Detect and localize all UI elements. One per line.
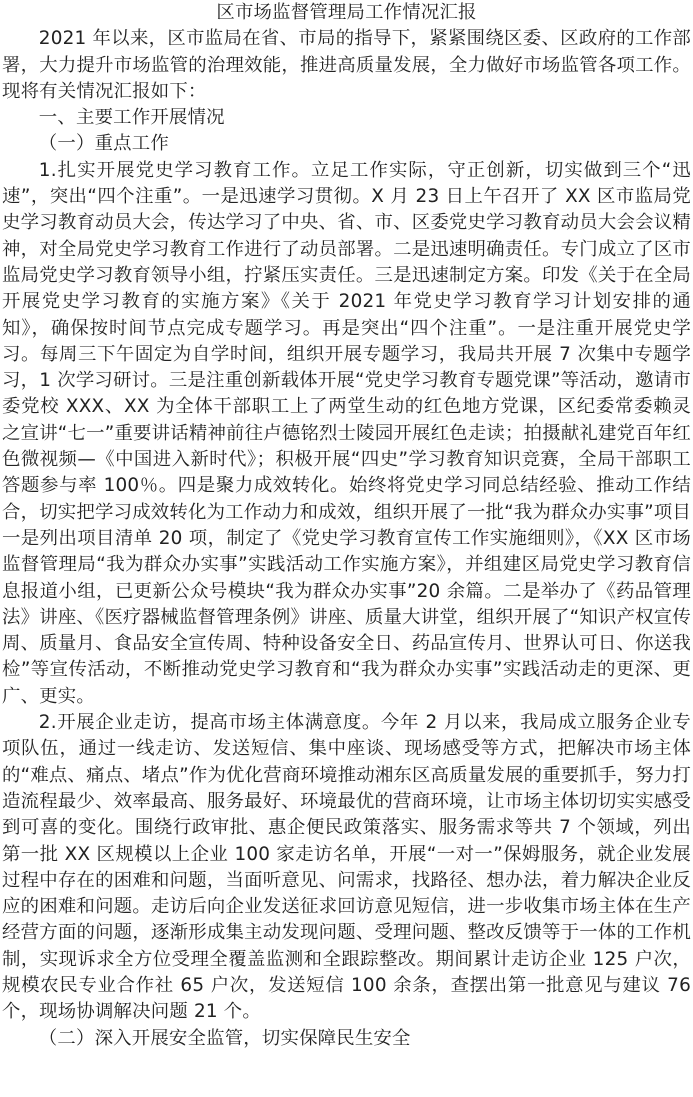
document-title: 区市场监督管理局工作情况汇报 bbox=[216, 2, 477, 23]
section-heading-main-work: 一、主要工作开展情况 bbox=[38, 107, 225, 129]
subsection-heading-safety-supervision: （二）深入开展安全监管，切实保障民生安全 bbox=[38, 1027, 411, 1049]
intro-paragraph: 2021 年以来，区市监局在省、市局的指导下，紧紧围绕区委、区政府的工作部署，大力提升市场监管的治理效能，推进高质量发展，全力做好市场监管各项工作。现将有关情况汇报如下： bbox=[2, 28, 691, 102]
paragraph-enterprise-visits: 2.开展企业走访，提高市场主体满意度。今年 2 月以来，我局成立服务企业专项队伍，通过一线走访、发送短信、集中座谈、现场感受等方式，把解决市场主体的“难点、痛点、堵点”作为优化营商环境推动湘东区高质量发展的重要抓手，努力打造流程最少、效率最高、服务最好、环境最优的营商环境，让市场主体切切实实感受到可喜的变化。围绕行政审批、惠企便民政策落实、服务需求等共 7 个领域，列出第一批 XX 区规模以上企业 100 家走访名单，开展“一对一”保姆服务，就企业发展过程中存在的困难和问题，当面听意见、问需求，找路径、想办法，着力解决企业反应的困难和问题。走访后向企业发送征求回访意见短信，进一步收集市场主体在生产经营方面的问题，逐渐形成集主动发现问题、受理问题、整改反馈等于一体的工作机制，实现诉求全方位受理全覆盖监测和全跟踪整改。期间累计走访企业 125 户次，规模农民专业合作社 65 户次，发送短信 100 余条，查摆出第一批意见与建议 76 个，现场协调解决问题 21 个。 bbox=[2, 712, 691, 1023]
subsection-heading-key-work: （一）重点工作 bbox=[38, 133, 169, 155]
paragraph-party-history-education: 1.扎实开展党史学习教育工作。立足工作实际，守正创新，切实做到三个“迅速”，突出“四个注重”。一是迅速学习贯彻。X 月 23 日上午召开了 XX 区市监局党史学习教育动员大会，传达学习了中央、省、市、区委党史学习教育动员大会会议精神，对全局党史学习教育工作进行了动员部署。二是迅速明确责任。专门成立了区市监局党史学习教育领导小组，拧紧压实责任。三是迅速制定方案。印发《关于在全局开展党史学习教育的实施方案》《关于 2021 年党史学习教育学习计划安排的通知》，确保按时间节点完成专题学习。再是突出“四个注重”。一是注重开展党史学习。每周三下午固定为自学时间，组织开展专题学习，我局共开展 7 次集中专题学习，1 次学习研讨。三是注重创新载体开展“党史学习教育专题党课”等活动，邀请市委党校 XXX、XX 为全体干部职工上了两堂生动的红色地方党课，区纪委常委赖灵之宣讲“七一”重要讲话精神前往卢德铭烈士陵园开展红色走读；拍摄献礼建党百年红色微视频—《中国进入新时代》；积极开展“四史”学习教育知识竞赛，全局干部职工答题参与率 100％。四是聚力成效转化。始终将党史学习同总结经验、推动工作结合，切实把学习成效转化为工作动力和成效，组织开展了一批“我为群众办实事”项目一是列出项目清单 20 项，制定了《党史学习教育宣传工作实施细则》，《XX 区市场监督管理局“我为群众办实事”实践活动工作实施方案》，并组建区局党史学习教育信息报道小组，已更新公众号模块“我为群众办实事”20 余篇。二是举办了《药品管理法》讲座、《医疗器械监督管理条例》讲座、质量大讲堂，组织开展了“知识产权宣传周、质量月、食品安全宣传周、特种设备安全日、药品宣传月、世界认可日、你送我检”等宣传活动，不断推动党史学习教育和“我为群众办实事”实践活动走的更深、更广、更实。 bbox=[2, 159, 691, 707]
